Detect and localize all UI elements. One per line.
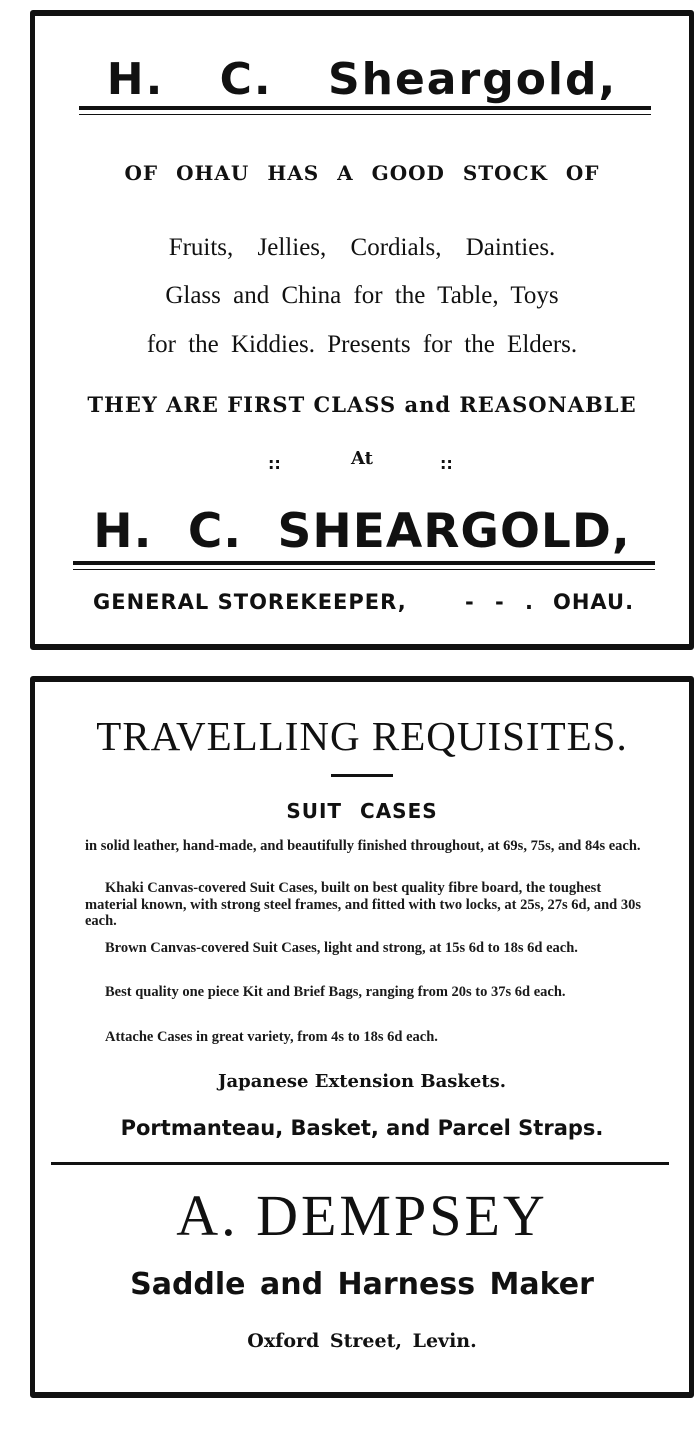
name-rule-thin bbox=[73, 569, 655, 570]
product-paragraph: Best quality one piece Kit and Brief Bags, ranging from 20s to 37s 6d each. bbox=[105, 984, 566, 1000]
at-line: At bbox=[351, 448, 373, 469]
leader-dashes: - - . bbox=[465, 590, 534, 614]
address-line: Oxford Street, Levin. bbox=[247, 1330, 477, 1352]
dempsey-advertisement bbox=[30, 676, 694, 1398]
title-rule bbox=[331, 774, 393, 777]
occupation: GENERAL STOREKEEPER, bbox=[93, 590, 407, 614]
subhead: SUIT CASES bbox=[286, 799, 438, 823]
heading-rule-thin bbox=[79, 114, 651, 115]
product-paragraph: Brown Canvas-covered Suit Cases, light and strong, at 15s 6d to 18s 6d each. bbox=[105, 940, 578, 956]
divider-rule bbox=[51, 1162, 669, 1165]
straps-line: Portmanteau, Basket, and Parcel Straps. bbox=[120, 1116, 604, 1140]
sheargold-advertisement bbox=[30, 10, 694, 650]
advertiser-name-large: H. C. SHEARGOLD, bbox=[93, 504, 631, 559]
advertiser-name: A. DEMPSEY bbox=[176, 1183, 548, 1248]
baskets-line: Japanese Extension Baskets. bbox=[217, 1071, 507, 1092]
product-paragraph: Khaki Canvas-covered Suit Cases, built on best quality fibre board, the toughest material known, with strong steel frames, and fitted with two locks, at 25s, 27s 6d, and 30s each. bbox=[85, 880, 641, 929]
name-rule bbox=[73, 561, 655, 565]
heading-rule bbox=[79, 106, 651, 110]
location: OHAU. bbox=[553, 590, 635, 614]
product-paragraph: in solid leather, hand-made, and beautifully finished throughout, at 69s, 75s, and 84s each. bbox=[85, 838, 641, 854]
ornament-colons: :: bbox=[268, 454, 281, 473]
section-title: TRAVELLING REQUISITES. bbox=[96, 713, 628, 759]
goods-line: for the Kiddies. Presents for the Elders. bbox=[146, 331, 578, 358]
goods-line: Fruits, Jellies, Cordials, Dainties. bbox=[168, 234, 556, 261]
goods-line: Glass and China for the Table, Toys bbox=[165, 282, 559, 309]
product-paragraph: Attache Cases in great variety, from 4s to 18s 6d each. bbox=[105, 1029, 438, 1045]
ornament-colons: :: bbox=[440, 454, 453, 473]
advertiser-heading: H. C. Sheargold, bbox=[106, 54, 618, 105]
quality-line: THEY ARE FIRST CLASS and REASONABLE bbox=[87, 392, 637, 417]
stock-line: OF OHAU HAS A GOOD STOCK OF bbox=[124, 161, 600, 185]
trade-line: Saddle and Harness Maker bbox=[130, 1267, 594, 1302]
